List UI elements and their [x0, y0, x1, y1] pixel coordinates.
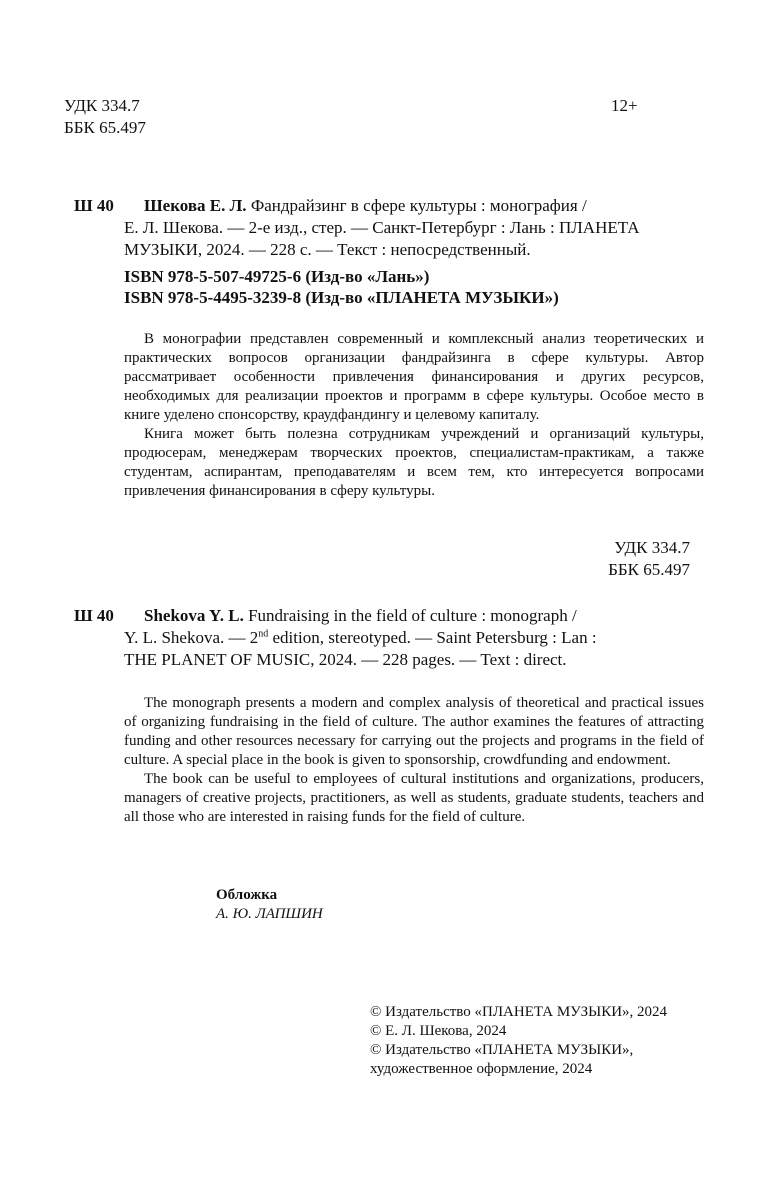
- publication-line: МУЗЫКИ, 2024. — 228 с. — Текст : непосредственный.: [124, 240, 531, 259]
- en-abstract-paragraph: The monograph presents a modern and complex analysis of theoretical and practical issues of organizing fundraising in the field of culture. The author examines the features of attracting funding and other resources necessary for carrying out the projects and programs in the field of culture. A special place in the book is given to sponsorship, crowdfunding and endowment.: [124, 695, 704, 768]
- publication-line: THE PLANET OF MUSIC, 2024. — 228 pages. — Text : direct.: [124, 650, 567, 669]
- ru-bibliographic-entry: [74, 195, 704, 261]
- en-abstract-paragraph: The book can be useful to employees of cultural institutions and organizations, producers, managers of creative projects, practitioners, as well as students, graduate students, teachers and all those who are interested in raising funds for the field of culture.: [124, 771, 704, 825]
- edition-line: [124, 627, 704, 649]
- ru-abstract-paragraph: Книга может быть полезна сотрудникам учреждений и организаций культуры, продюсерам, менеджерам творческих проектов, специалистам-практикам, а также студентам, аспирантам, преподавателям и всем тем, кто интересуется вопросами привлечения финансирования в сферу культуры.: [124, 426, 704, 499]
- edition-line: Е. Л. Шекова. — 2-е изд., стер. — Санкт-Петербург : Лань : ПЛАНЕТА: [124, 218, 640, 237]
- edition-text: Y. L. Shekova. — 2: [124, 628, 259, 647]
- author-name: Shekova Y. L.: [144, 606, 244, 625]
- cover-label: Обложка: [216, 887, 278, 903]
- classification-codes: [500, 537, 690, 581]
- copyright-line: художественное оформление, 2024: [370, 1061, 593, 1077]
- en-bibliographic-entry: [74, 605, 704, 671]
- isbn-lan: ISBN 978-5-507-49725-6 (Изд-во «Лань»): [124, 267, 430, 286]
- bbk-code: ББК 65.497: [64, 118, 146, 137]
- isbn-planeta: ISBN 978-5-4495-3239-8 (Изд-во «ПЛАНЕТА МУЗЫКИ»): [124, 288, 559, 307]
- isbn-block: [124, 266, 704, 308]
- author-mark: Ш 40: [74, 196, 114, 215]
- author-mark: Ш 40: [74, 606, 114, 625]
- copyright-block: [370, 1003, 667, 1079]
- age-rating: 12+: [611, 96, 638, 115]
- title-line: Фандрайзинг в сфере культуры : монография /: [246, 196, 587, 215]
- author-name: Шекова Е. Л.: [144, 196, 247, 215]
- en-abstract: [124, 694, 704, 827]
- copyright-line: © Издательство «ПЛАНЕТА МУЗЫКИ», 2024: [370, 1004, 668, 1020]
- bbk-code: ББК 65.497: [608, 560, 690, 579]
- ordinal-suffix: nd: [258, 628, 269, 640]
- copyright-line: © Издательство «ПЛАНЕТА МУЗЫКИ»,: [370, 1042, 634, 1058]
- cover-artist: А. Ю. ЛАПШИН: [216, 906, 323, 922]
- ru-abstract-paragraph: В монографии представлен современный и комплексный анализ теоретических и практических вопросов организации фандрайзинга в сфере культуры. Автор рассматривает особенности привлечения финансирования и других ресурсов, необходимых для реализации проектов и программ в сфере культуры. Особое место в книге уделено спонсорству, краудфандингу и целевому капиталу.: [124, 331, 704, 423]
- cover-credit: [216, 886, 323, 924]
- copyright-line: © Е. Л. Шекова, 2024: [370, 1023, 507, 1039]
- udk-code: УДК 334.7: [614, 538, 690, 557]
- edition-text-rest: edition, stereotyped. — Saint Petersburg : Lan :: [268, 628, 597, 647]
- ru-abstract: [124, 330, 704, 501]
- udk-code: УДК 334.7: [64, 96, 140, 115]
- title-line: Fundraising in the field of culture : monograph /: [243, 606, 577, 625]
